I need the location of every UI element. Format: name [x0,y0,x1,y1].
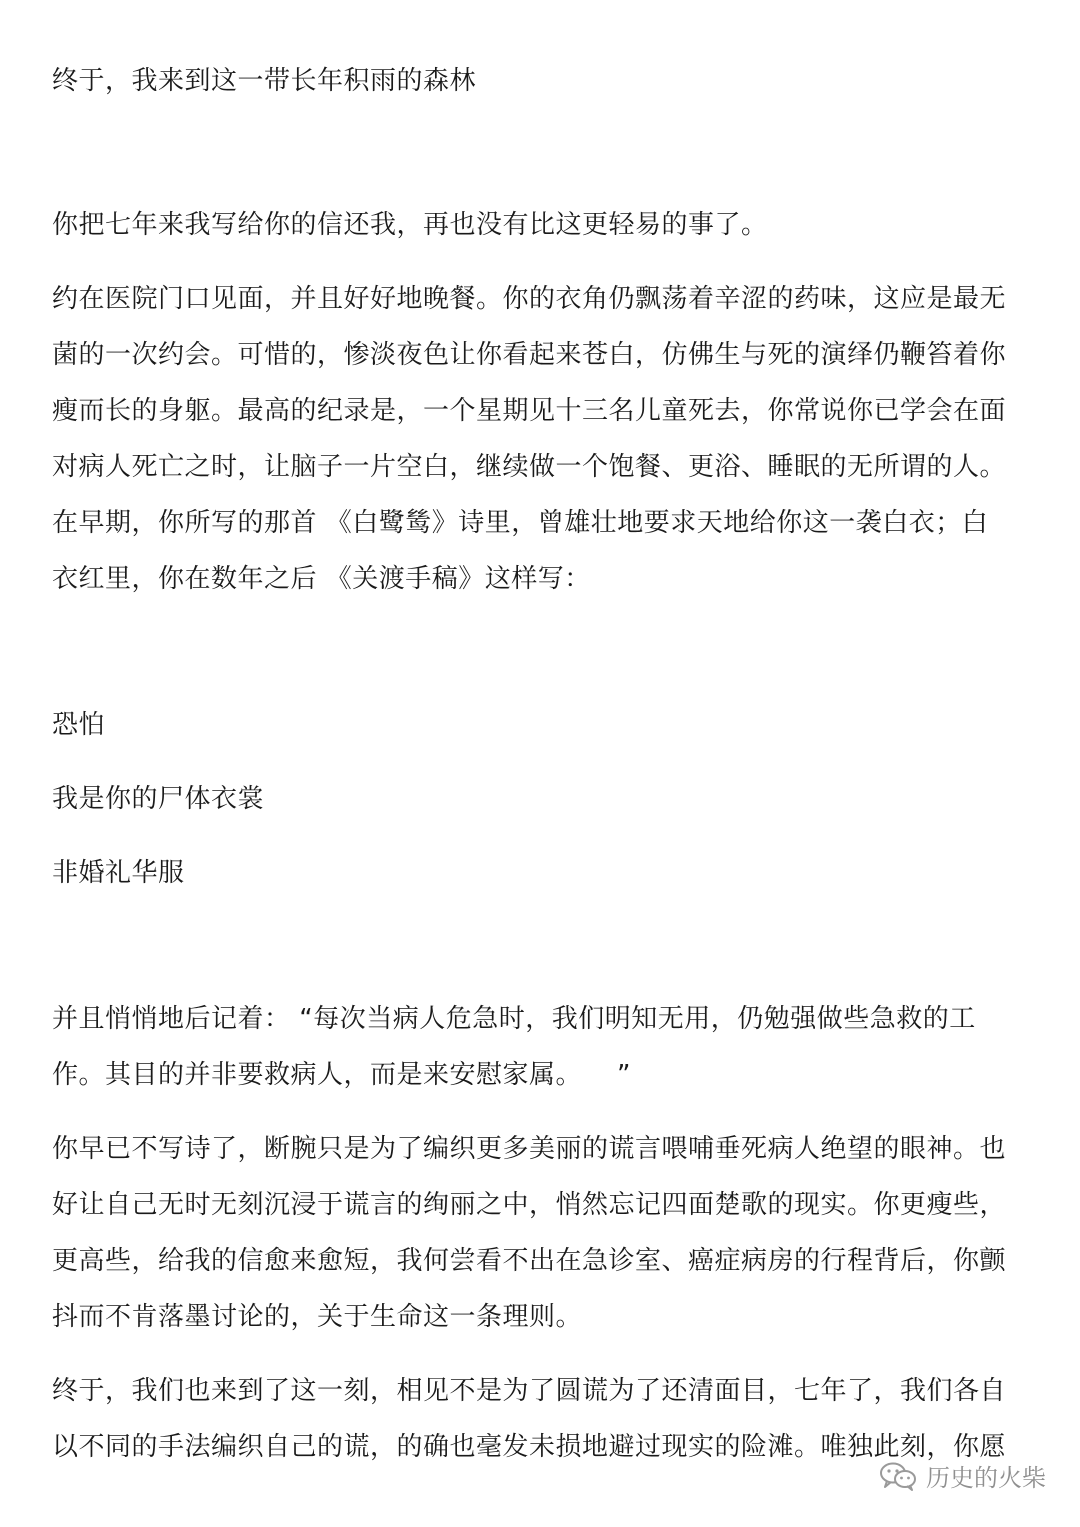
wechat-icon [878,1461,918,1491]
text-line: 你把七年来我写给你的信还我，再也没有比这更轻易的事了。 [52,210,768,240]
text-line: 终于，我们也来到了这一刻，相见不是为了圆谎为了还清面目，七年了，我们各自 [52,1376,1007,1406]
text-line: 对病人死亡之时，让脑子一片空白，继续做一个饱餐、更浴、睡眠的无所谓的人。 [52,452,1007,482]
text-line: 我是你的尸体衣裳 [52,784,265,814]
text-line: 更高些，给我的信愈来愈短，我何尝看不出在急诊室、癌症病房的行程背后，你颤 [52,1246,1007,1276]
text-line: 好让自己无时无刻沉浸于谎言的绚丽之中，悄然忘记四面楚歌的现实。你更瘦些， [52,1190,1007,1220]
text-line: 作。其目的并非要救病人，而是来安慰家属。 ” [52,1060,632,1090]
text-line: 约在医院门口见面，并且好好地晚餐。你的衣角仍飘荡着辛涩的药味，这应是最无 [52,284,1007,314]
text-line: 衣红里，你在数年之后 《关渡手稿》这样写： [52,564,591,594]
watermark-text: 历史的火柴 [926,1464,1046,1492]
text-line: 菌的一次约会。可惜的，惨淡夜色让你看起来苍白，仿佛生与死的演绎仍鞭笞着你 [52,340,1007,370]
text-line: 非婚礼华服 [52,858,185,888]
watermark [878,1458,1046,1493]
text-line: 终于，我来到这一带长年积雨的森林 [52,66,477,96]
text-line: 恐怕 [52,710,106,740]
text-line: 你早已不写诗了，断腕只是为了编织更多美丽的谎言喂哺垂死病人绝望的眼神。也 [52,1134,1007,1164]
text-line: 在早期，你所写的那首 《白鹭鸶》诗里，曾雄壮地要求天地给你这一袭白衣；白 [52,508,989,538]
text-line: 并且悄悄地后记着： “每次当病人危急时，我们明知无用，仍勉强做些急救的工 [52,1004,976,1034]
text-line: 瘦而长的身躯。最高的纪录是，一个星期见十三名儿童死去，你常说你已学会在面 [52,396,1007,426]
text-line: 抖而不肯落墨讨论的，关于生命这一条理则。 [52,1302,583,1332]
text-line: 以不同的手法编织自己的谎，的确也毫发未损地避过现实的险滩。唯独此刻，你愿 [52,1432,1007,1462]
